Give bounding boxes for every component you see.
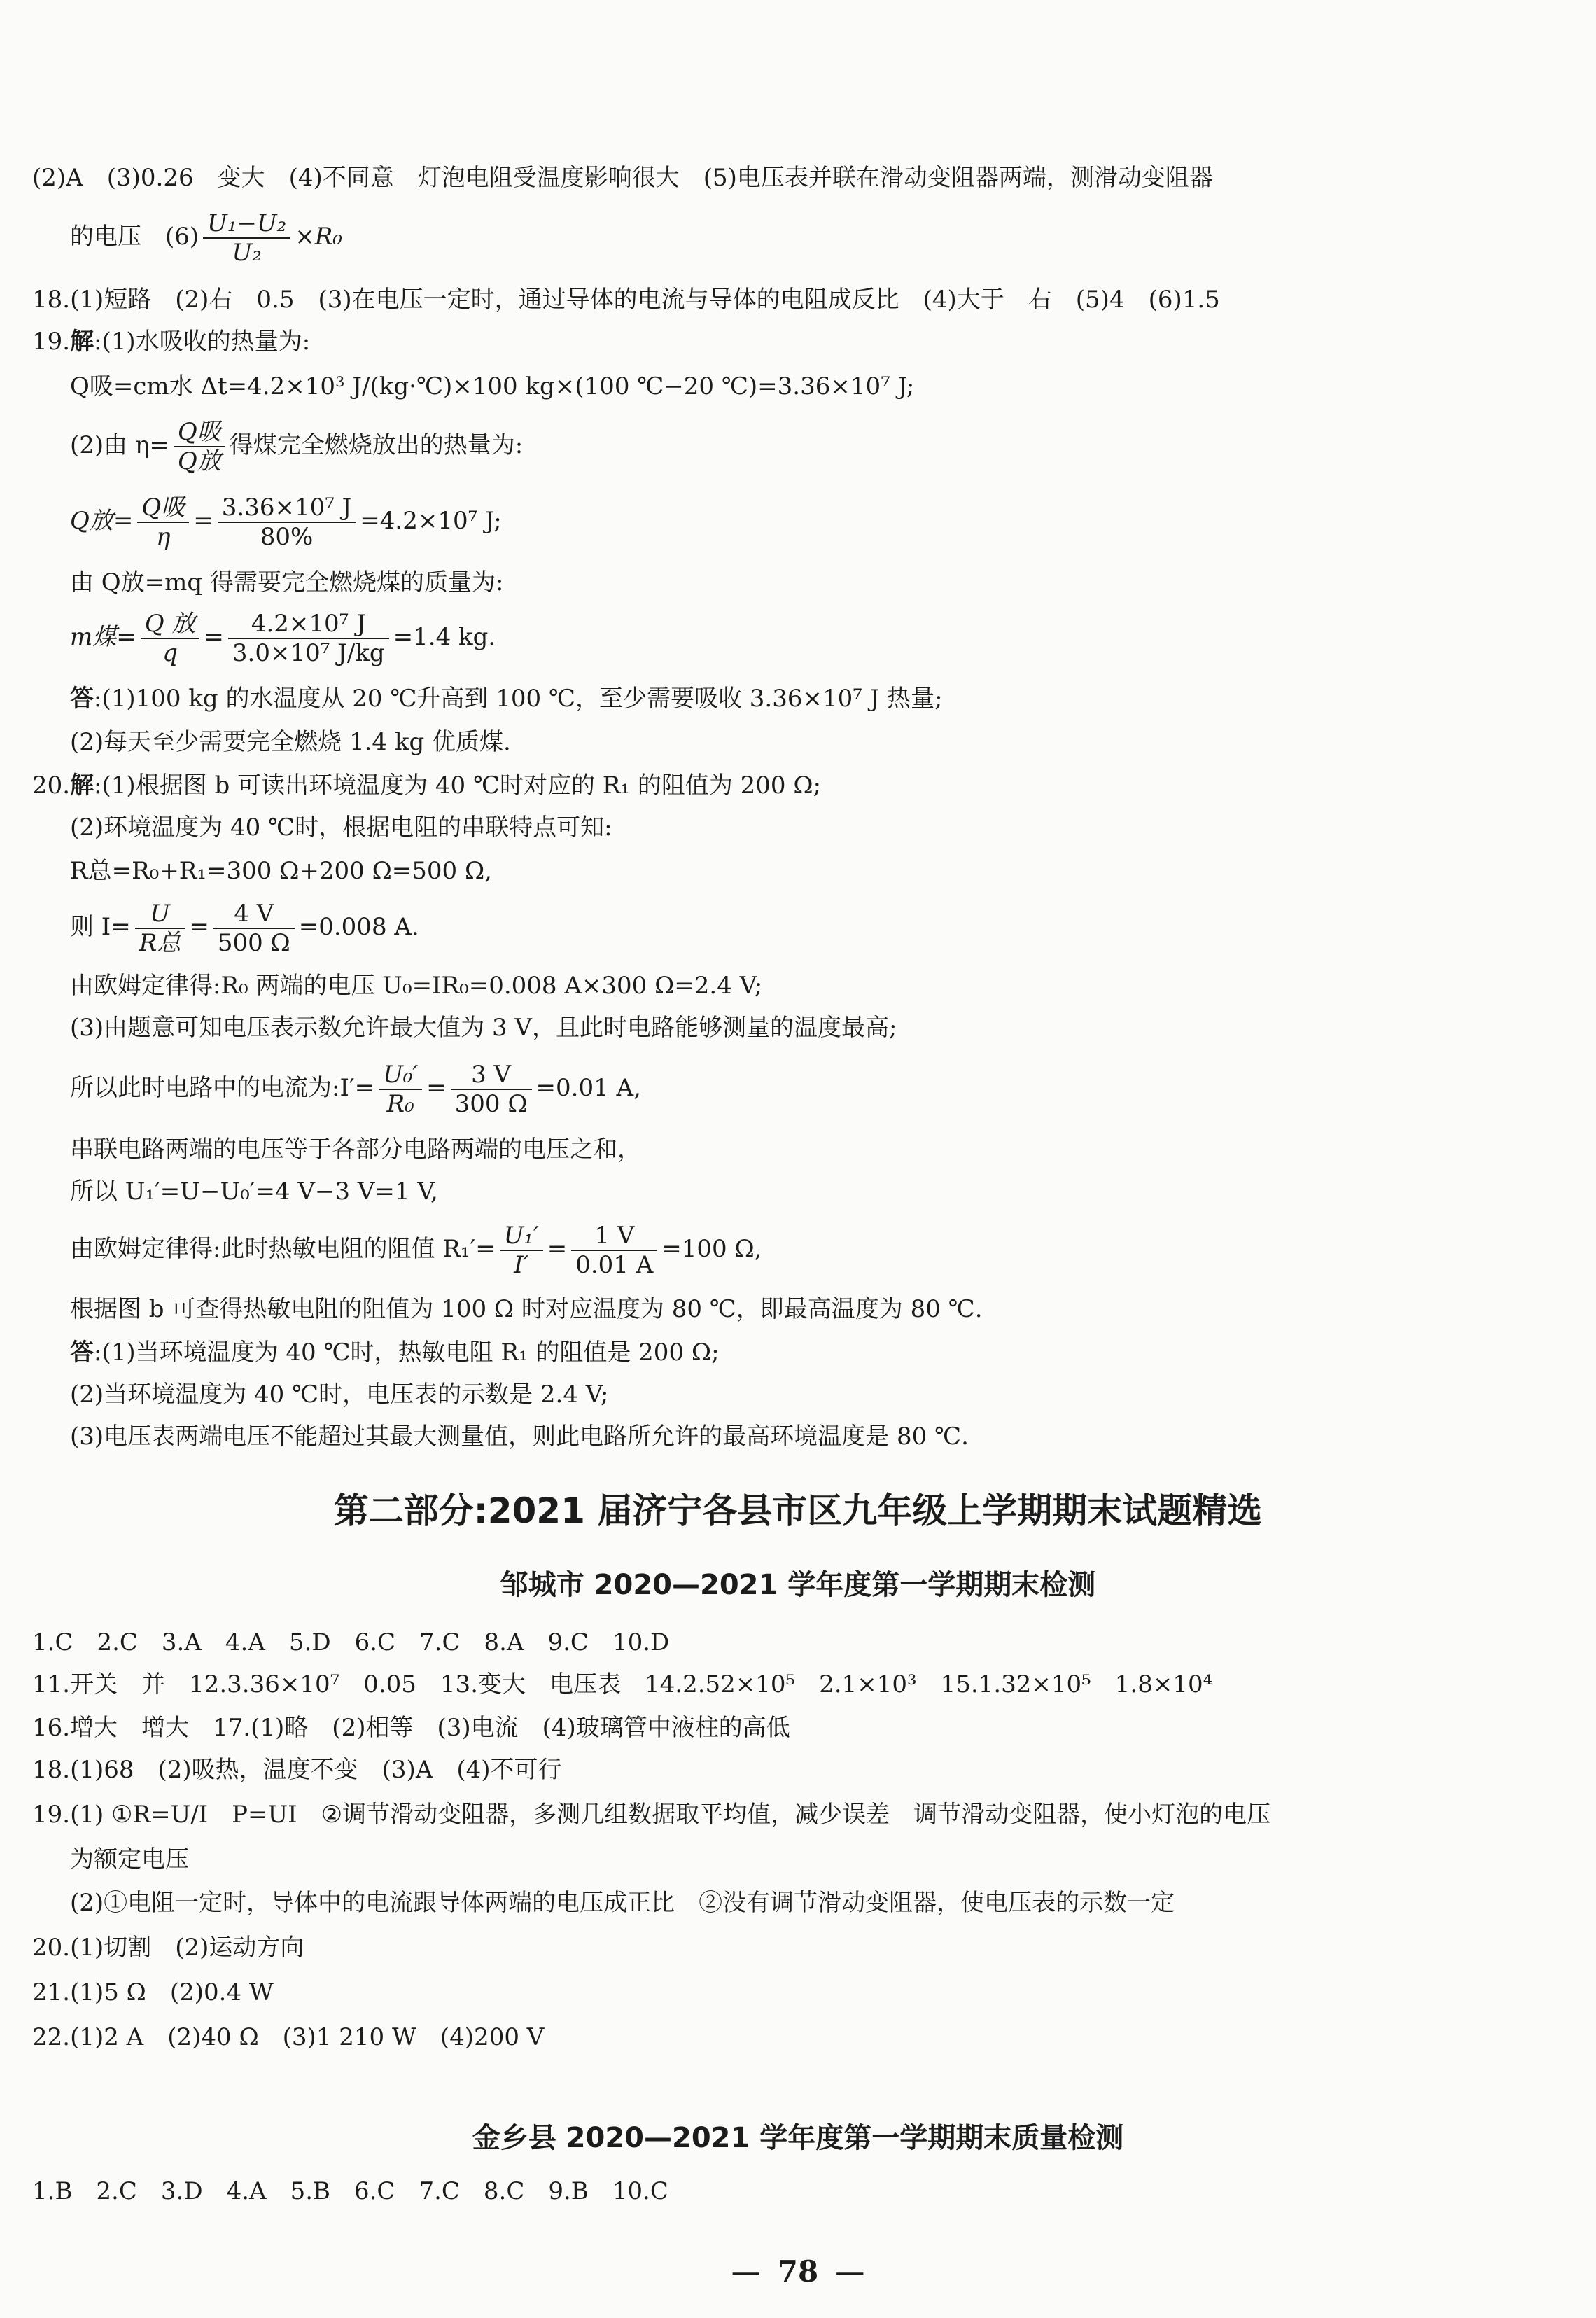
answer-line: 19.(1) ①R=U/I P=UI ②调节滑动变阻器，多测几组数据取平均值，减少误差 调节滑动变阻器，使小灯泡的电压 (32, 1801, 1271, 1829)
fraction (141, 610, 200, 667)
fraction (135, 900, 186, 957)
answer-line: Q吸=cm水 Δt=4.2×10³ J/(kg·℃)×100 kg×(100 ℃−20 ℃)=3.36×10⁷ J; (70, 372, 915, 400)
answer-text: =100 Ω, (662, 1235, 762, 1263)
answer-text: :(1)当环境温度为 40 ℃时，热敏电阻 R₁ 的阻值是 200 Ω; (94, 1339, 720, 1367)
page-dash: — (835, 2254, 865, 2289)
fraction-numerator: Q吸 (137, 494, 189, 523)
answer-line: 16.增大 增大 17.(1)略 (2)相等 (3)电流 (4)玻璃管中液柱的高低 (32, 1714, 790, 1742)
answer-text: :(1)根据图 b 可读出环境温度为 40 ℃时对应的 R₁ 的阻值为 200 Ω; (94, 771, 821, 800)
answer-line: (2)环境温度为 40 ℃时，根据电阻的串联特点可知: (70, 814, 612, 842)
answer-line: 1.C 2.C 3.A 4.A 5.D 6.C 7.C 8.A 9.C 10.D (32, 1628, 670, 1656)
answer-text: :(1)100 kg 的水温度从 20 ℃升高到 100 ℃，至少需要吸收 3.36×10⁷ J 热量; (94, 685, 943, 713)
fraction-numerator: Q 放 (141, 610, 200, 639)
fraction (174, 418, 225, 475)
answer-line: 20.(1)切割 (2)运动方向 (32, 1934, 304, 1962)
answer-line: 1.B 2.C 3.D 4.A 5.B 6.C 7.C 8.C 9.B 10.C (32, 2177, 668, 2205)
answer-line-formula (70, 413, 523, 477)
answer-line: 根据图 b 可查得热敏电阻的阻值为 100 Ω 时对应温度为 80 ℃，即最高温度为 80 ℃. (70, 1295, 983, 1323)
answer-text: 所以此时电路中的电流为:I′= (70, 1074, 375, 1102)
answer-line: (3)电压表两端电压不能超过其最大测量值，则此电路所允许的最高环境温度是 80 ℃. (70, 1423, 969, 1451)
answer-text: (2)由 η= (70, 431, 169, 459)
page-dash: — (731, 2254, 761, 2289)
answer-text: =0.008 A. (298, 913, 419, 941)
answer-text: 得煤完全燃烧放出的热量为: (229, 431, 524, 459)
fraction-denominator: R总 (139, 929, 181, 957)
fraction-numerator: 3.36×10⁷ J (218, 494, 356, 523)
answer-line: 18.(1)68 (2)吸热，温度不变 (3)A (4)不可行 (32, 1756, 562, 1784)
answer-line-20-head (32, 770, 821, 801)
answer-text: m煤= (70, 623, 136, 651)
fraction-numerator: U₁′ (500, 1222, 543, 1251)
page-number-value: 78 (777, 2254, 819, 2289)
solution-label: 解 (70, 771, 94, 800)
fraction (379, 1061, 422, 1118)
answer-line-formula: m煤= $\frac{\text{Q 放}}{q}$ = $\frac{\text{4.2×10⁷ J}}{\text{3.0×10⁷ J/kg}}$ =1.4 kg. (70, 610, 496, 667)
fraction-denominator: 0.01 A (575, 1251, 654, 1279)
fraction (203, 209, 290, 267)
question-number: 19. (32, 328, 71, 356)
answer-line-formula: 由欧姆定律得:此时热敏电阻的阻值 R₁′= $\frac{\text{U₁′}}{I'}$ = $\frac{1 V}{0.01 A}$ =100 Ω, (70, 1222, 762, 1279)
answer-label: 答 (70, 685, 94, 713)
answer-line: 22.(1)2 A (2)40 Ω (3)1 210 W (4)200 V (32, 2023, 545, 2051)
fraction-numerator: 4.2×10⁷ J (228, 610, 389, 639)
answer-line: (3)由题意可知电压表示数允许最大值为 3 V，且此时电路能够测量的温度最高; (70, 1014, 897, 1042)
answer-line: 11.开关 并 12.3.36×10⁷ 0.05 13.变大 电压表 14.2.52×10⁵ 2.1×10³ 15.1.32×10⁵ 1.8×10⁴ (32, 1670, 1213, 1698)
answer-line: (2)①电阻一定时，导体中的电流跟导体两端的电压成正比 ②没有调节滑动变阻器，使电压表的示数一定 (70, 1889, 1175, 1917)
answer-line (70, 1337, 720, 1368)
answer-text: =0.01 A, (536, 1074, 641, 1102)
answer-line-formula: 则 I= $\frac{U}{\text{R总}}$ = $\frac{4 V}{500 \Omega}$ =0.008 A. (70, 900, 419, 957)
answer-text: 则 I= (70, 913, 131, 941)
fraction-numerator: U (135, 900, 186, 929)
section-title-zoucheng: 邹城市 2020—2021 学年度第一学期期末检测 (500, 1569, 1096, 1601)
fraction-denominator: 80% (260, 523, 314, 551)
solution-label: 解 (70, 328, 94, 356)
fraction-denominator: 3.0×10⁷ J/kg (232, 639, 385, 667)
answer-text: Q放= (70, 507, 134, 535)
part-title: 第二部分:2021 届济宁各县市区九年级上学期期末试题精选 (333, 1490, 1263, 1531)
page-number (0, 2254, 1596, 2289)
answer-text: =1.4 kg. (393, 623, 496, 651)
fraction (451, 1061, 532, 1118)
answer-line: 串联电路两端的电压等于各部分电路两端的电压之和， (70, 1136, 641, 1164)
answer-line: 21.(1)5 Ω (2)0.4 W (32, 1978, 274, 2006)
answer-line: 为额定电压 (70, 1845, 189, 1873)
fraction (228, 610, 389, 667)
section-title-jinxiang: 金乡县 2020—2021 学年度第一学期期末质量检测 (472, 2122, 1124, 2154)
answer-label: 答 (70, 1339, 94, 1367)
fraction-denominator: I′ (514, 1251, 529, 1279)
answer-line (70, 683, 943, 714)
fraction-denominator: U₂ (232, 239, 262, 267)
answer-line: (2)每天至少需要完全燃烧 1.4 kg 优质煤. (70, 728, 511, 756)
answer-line: (2)当环境温度为 40 ℃时，电压表的示数是 2.4 V; (70, 1381, 609, 1409)
question-number: 20. (32, 771, 71, 800)
fraction-denominator: q (162, 639, 178, 667)
fraction-numerator: 4 V (214, 900, 295, 929)
fraction-denominator: R₀ (386, 1090, 414, 1118)
answer-line-17-cont: (2)A (3)0.26 变大 (4)不同意 灯泡电阻受温度影响很大 (5)电压表并联在滑动变阻器两端，测滑动变阻器 (32, 164, 1213, 192)
fraction (571, 1222, 657, 1279)
answer-text: 由欧姆定律得:此时热敏电阻的阻值 R₁′= (70, 1235, 496, 1263)
fraction-denominator: 500 Ω (217, 929, 290, 957)
answer-line: R总=R₀+R₁=300 Ω+200 Ω=500 Ω, (70, 857, 492, 885)
fraction-denominator: Q放 (177, 447, 221, 475)
fraction (500, 1222, 543, 1279)
fraction-denominator: η (156, 523, 171, 551)
answer-text: :(1)水吸收的热量为: (94, 328, 311, 356)
answer-line-17-formula (70, 204, 342, 269)
answer-line-formula: 所以此时电路中的电流为:I′= $\frac{\text{U₀′}}{\text{R₀}}$ = $\frac{3 V}{300 \Omega}$ =0.01 A, (70, 1061, 641, 1118)
fraction-denominator: 300 Ω (454, 1090, 528, 1118)
fraction-numerator: U₁−U₂ (203, 209, 290, 239)
answer-text: ×R₀ (295, 223, 342, 251)
answer-line: 由 Q放=mq 得需要完全燃烧煤的质量为: (70, 568, 504, 596)
fraction-numerator: 3 V (451, 1061, 532, 1090)
fraction-numerator: U₀′ (379, 1061, 422, 1090)
fraction-numerator: Q吸 (174, 418, 225, 447)
fraction (137, 494, 189, 551)
answer-text: =4.2×10⁷ J; (360, 507, 502, 535)
answer-line-18: 18.(1)短路 (2)右 0.5 (3)在电压一定时，通过导体的电流与导体的电阻成反比 (4)大于 右 (5)4 (6)1.5 (32, 286, 1220, 314)
fraction (218, 494, 356, 551)
answer-line: 由欧姆定律得:R₀ 两端的电压 U₀=IR₀=0.008 A×300 Ω=2.4 V; (70, 972, 763, 1000)
fraction (214, 900, 295, 957)
answer-line: 所以 U₁′=U−U₀′=4 V−3 V=1 V, (70, 1178, 438, 1206)
answer-text: 的电压 (6) (70, 223, 200, 251)
answer-line-formula: Q放= $\frac{\text{Q吸}}{\eta}$ = $\frac{\text{3.36×10⁷ J}}{80\%}$ =4.2×10⁷ J; (70, 494, 502, 551)
answer-line-19-head (32, 326, 310, 357)
fraction-numerator: 1 V (571, 1222, 657, 1251)
